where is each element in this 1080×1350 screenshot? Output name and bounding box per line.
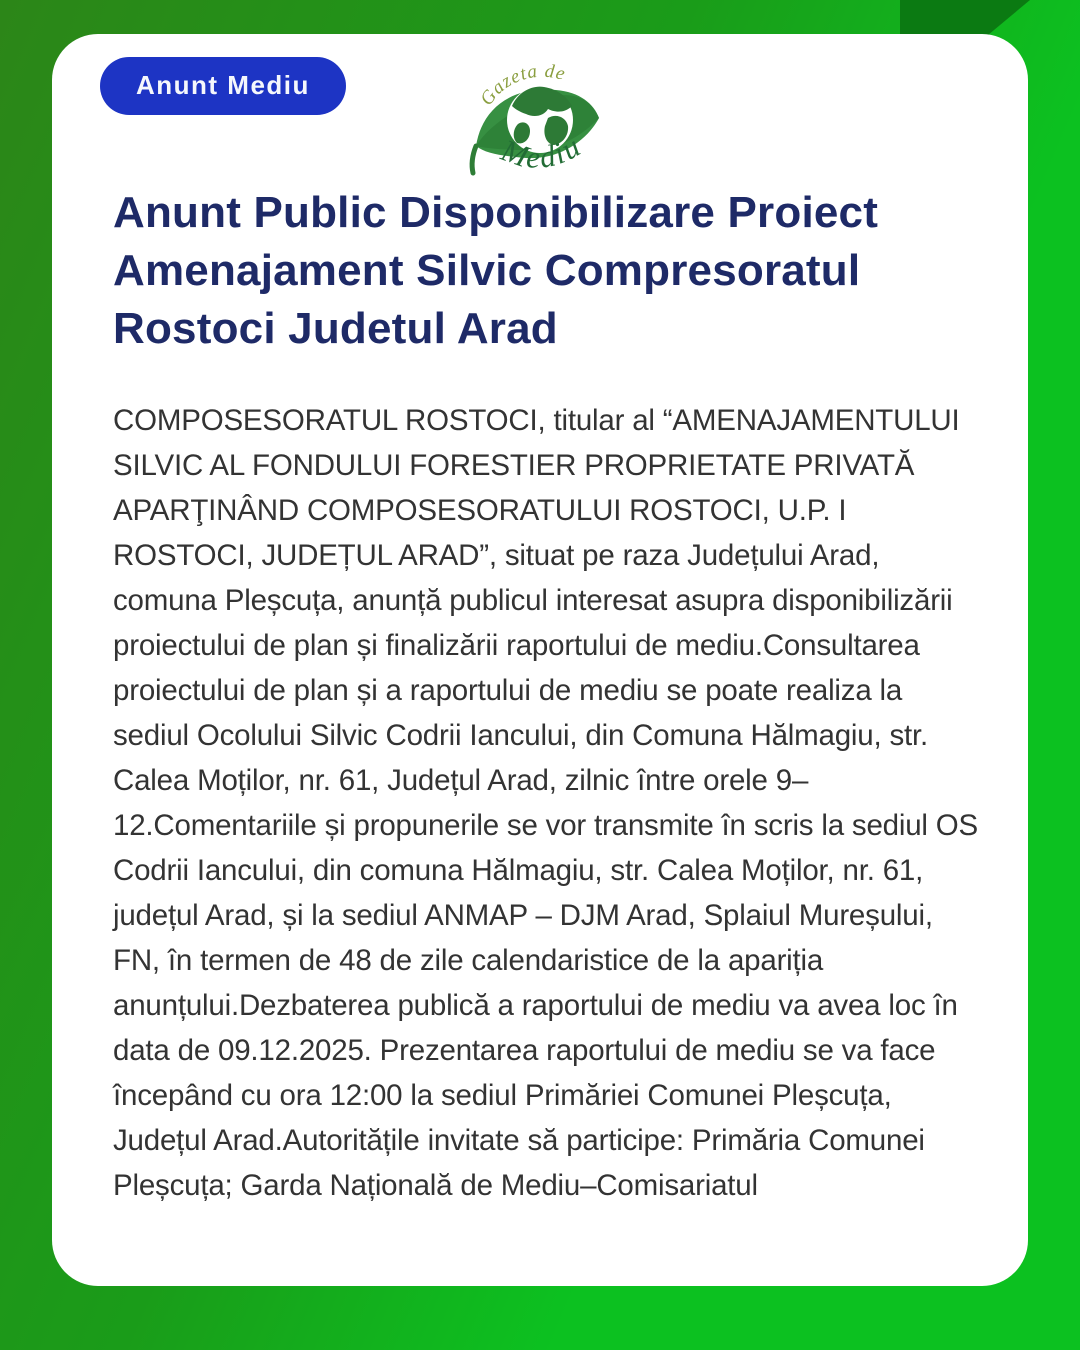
- category-badge: Anunt Mediu: [100, 57, 346, 115]
- page-title: Anunt Public Disponibilizare Proiect Amenajament Silvic Compresoratul Rostoci Judetul Arad: [113, 188, 879, 353]
- logo-arc-bottom-text: Mediu: [497, 127, 588, 175]
- logo-arc-top-text: Gazeta de: [476, 60, 569, 110]
- announcement-body: COMPOSESORATUL ROSTOCI, titular al “AMENAJAMENTULUI SILVIC AL FONDULUI FORESTIER PROPRIETATE PRIVATĂ APARŢINÂND COMPOSESORATULUI ROSTOCI, U.P. I ROSTOCI, JUDEȚUL ARAD”, situat pe raza Județului Arad, comuna Pleșcuța, anunță publicul interesat asupra disponibilizării proiectului de plan și finalizării raportului de mediu.Consultarea proiectului de plan și a raportului de mediu se poate realiza la sediul Ocolului Silvic Codrii Iancului, din Comuna Hălmagiu, str. Calea Moților, nr. 61, Județul Arad, zilnic între orele 9–12.Comentariile și propunerile se vor transmite în scris la sediul OS Codrii Iancului, din comuna Hălmagiu, str. Calea Moților, nr. 61, județul Arad, și la sediul ANMAP – DJM Arad, Splaiul Mureșului, FN, în termen de 48 de zile calendaristice de la apariția anunțului.Dezbaterea publică a raportului de mediu va avea loc în data de 09.12.2025. Prezentarea raportului de mediu se va face începând cu ora 12:00 la sediul Primăriei Comunei Pleșcuța, Județul Arad.Autoritățile invitate să participe: Primăria Comunei Pleșcuța; Garda Națională de Mediu–Comisariatul: [113, 404, 979, 1202]
- gazeta-de-mediu-logo: [460, 46, 620, 191]
- announcement-card: [52, 34, 1028, 1286]
